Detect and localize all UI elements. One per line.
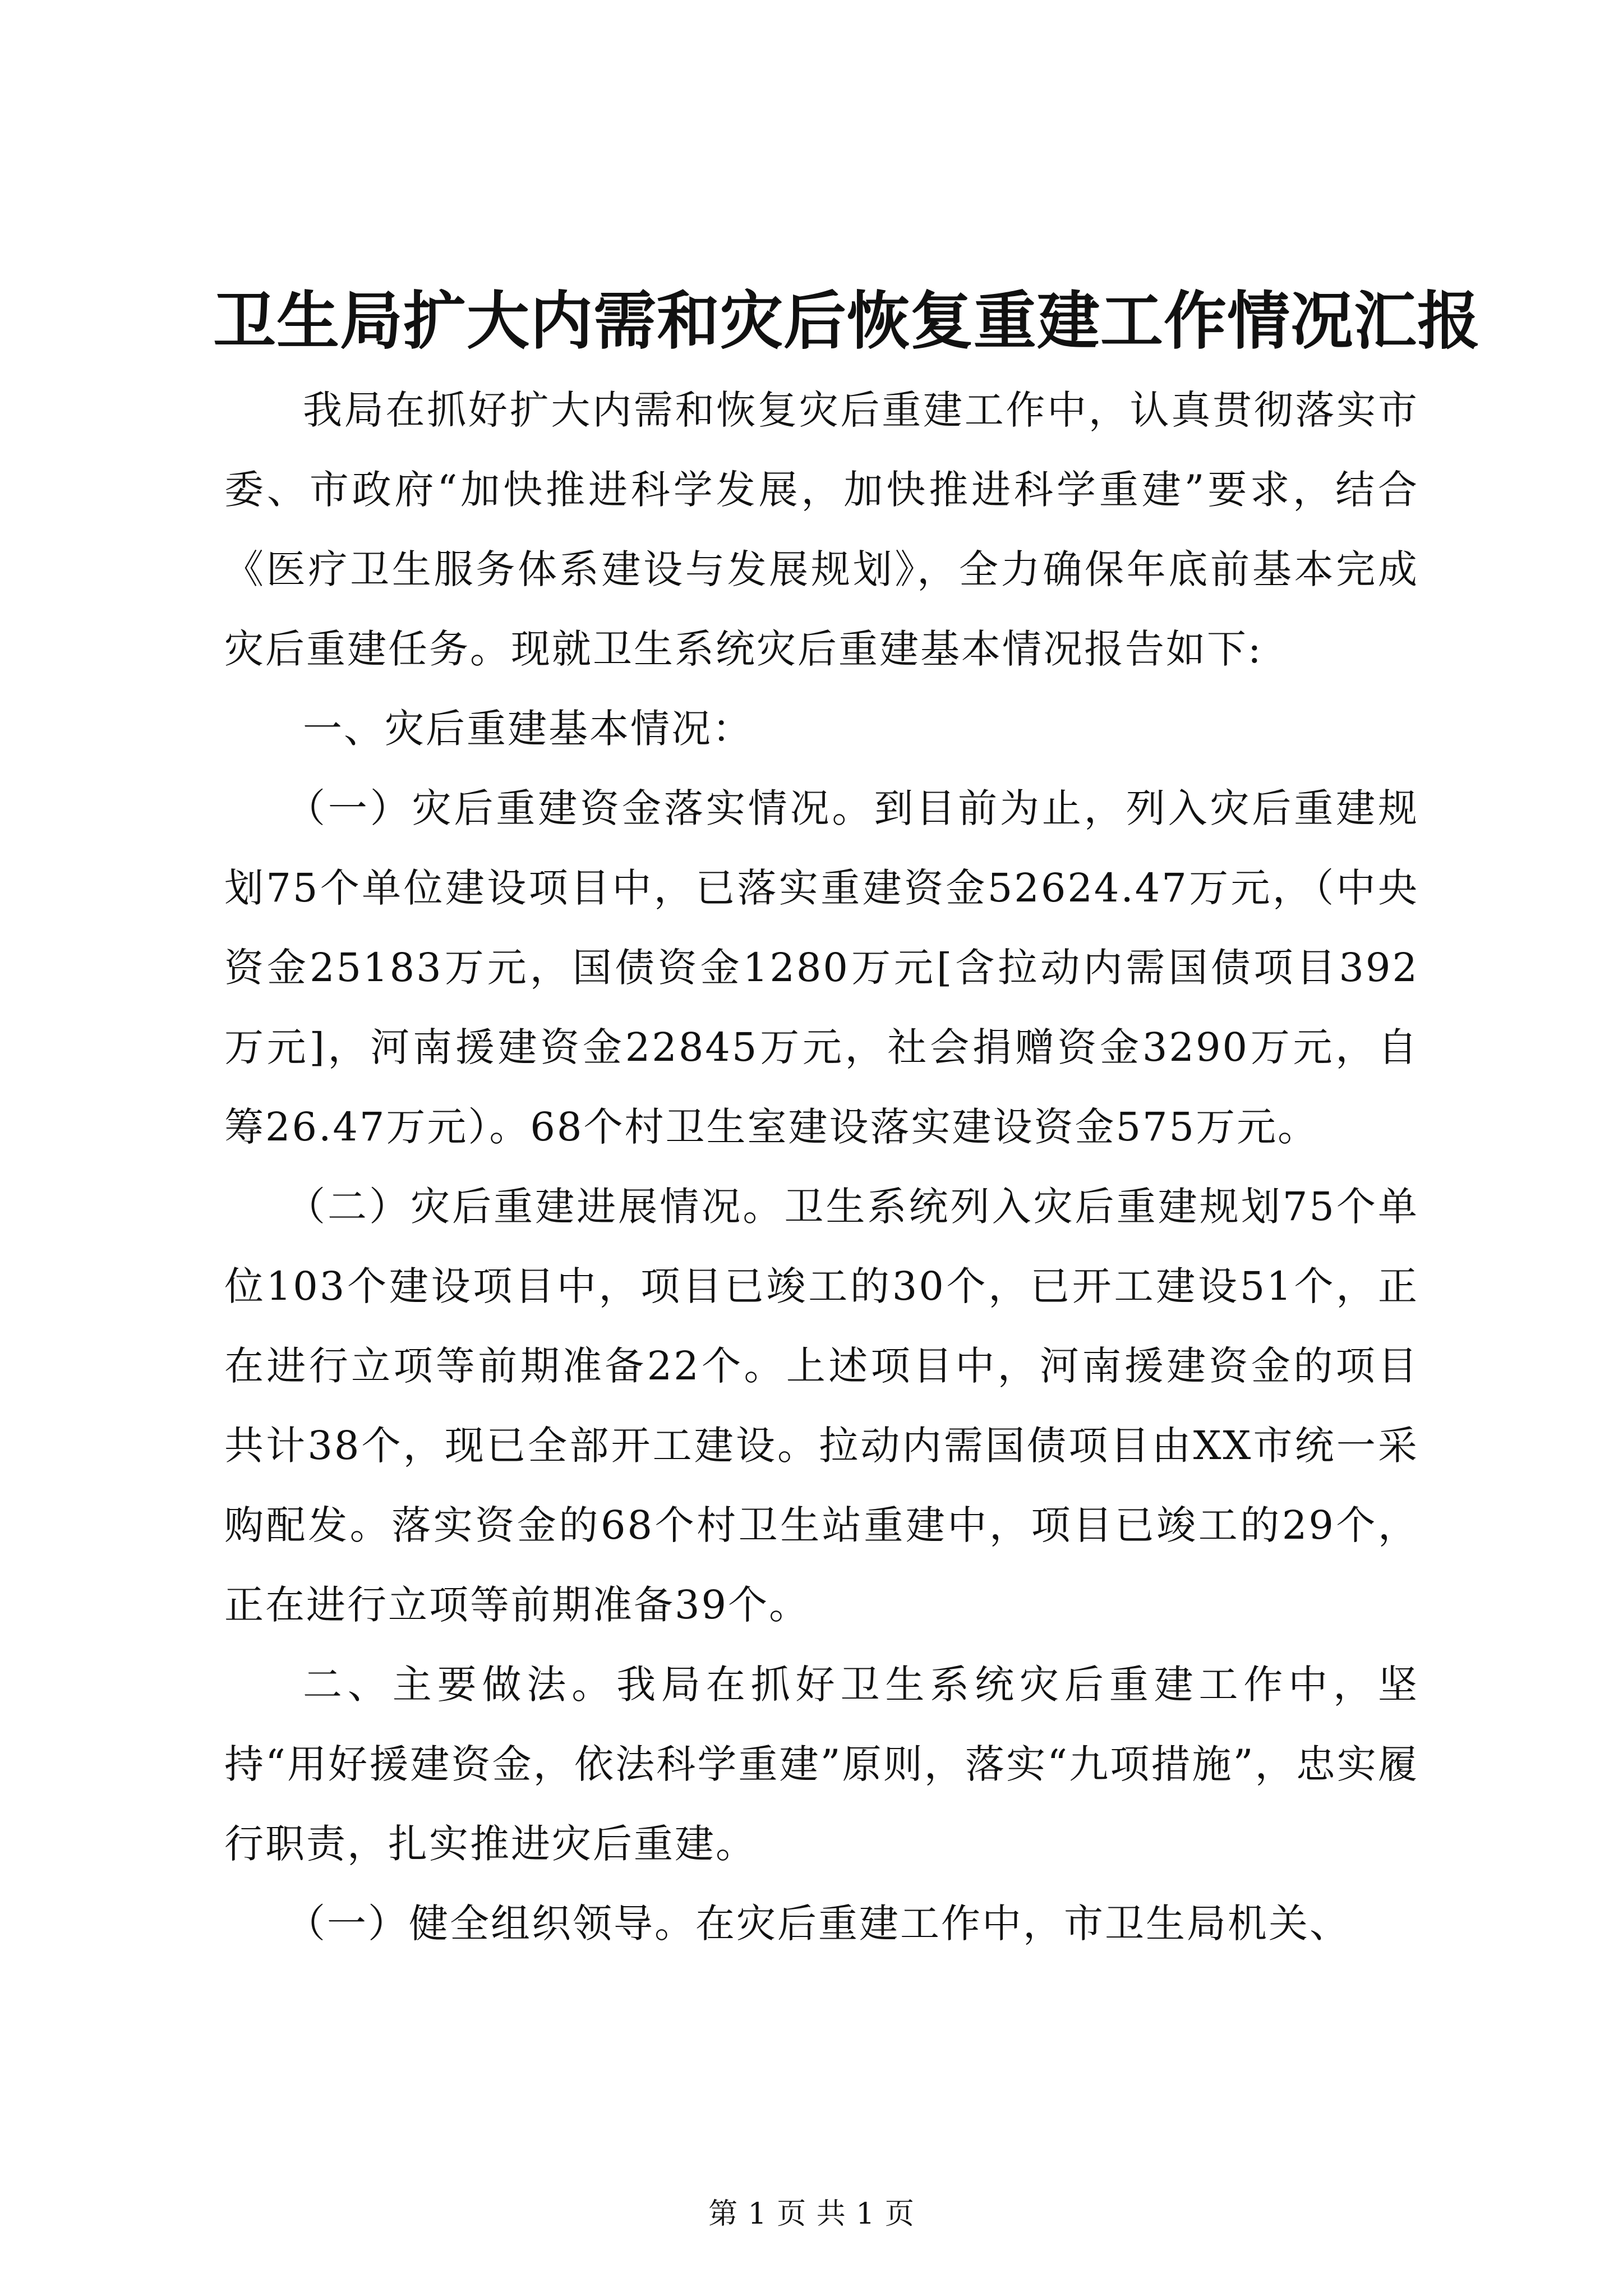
document-title: 卫生局扩大内需和灾后恢复重建工作情况汇报	[213, 284, 1481, 358]
paragraph-progress: （二）灾后重建进展情况。卫生系统列入灾后重建规划75个单位103个建设项目中，项目已竣工的30个，已开工建设51个，正在进行立项等前期准备22个。上述项目中，河南援建资金的项目共计38个，现已全部开工建设。拉动内需国债项目由XX市统一采购配发。落实资金的68个村卫生站重建中，项目已竣工的29个，正在进行立项等前期准备39个。	[224, 1184, 1419, 1628]
paragraph-main-practices: 二、主要做法。我局在抓好卫生系统灾后重建工作中，坚持“用好援建资金，依法科学重建”原则，落实“九项措施”，忠实履行职责，扎实推进灾后重建。	[224, 1662, 1419, 1867]
paragraph-intro: 我局在抓好扩大内需和恢复灾后重建工作中，认真贯彻落实市委、市政府“加快推进科学发展，加快推进科学重建”要求，结合《医疗卫生服务体系建设与发展规划》，全力确保年底前基本完成灾后重建任务。现就卫生系统灾后重建基本情况报告如下:	[224, 387, 1419, 672]
page-number-footer: 第 1 页 共 1 页	[708, 2197, 915, 2231]
paragraph-funding: （一）灾后重建资金落实情况。到目前为止，列入灾后重建规划75个单位建设项目中，已落实重建资金52624.47万元，（中央资金25183万元，国债资金1280万元[含拉动内需国债项目392万元]，河南援建资金22845万元，社会捐赠资金3290万元，自筹26.47万元）。68个村卫生室建设落实建设资金575万元。	[224, 785, 1419, 1150]
paragraph-organization: （一）健全组织领导。在灾后重建工作中，市卫生局机关、	[286, 1901, 1350, 1947]
document-body	[224, 370, 1419, 1963]
section-heading-1: 一、灾后重建基本情况：	[303, 706, 753, 752]
